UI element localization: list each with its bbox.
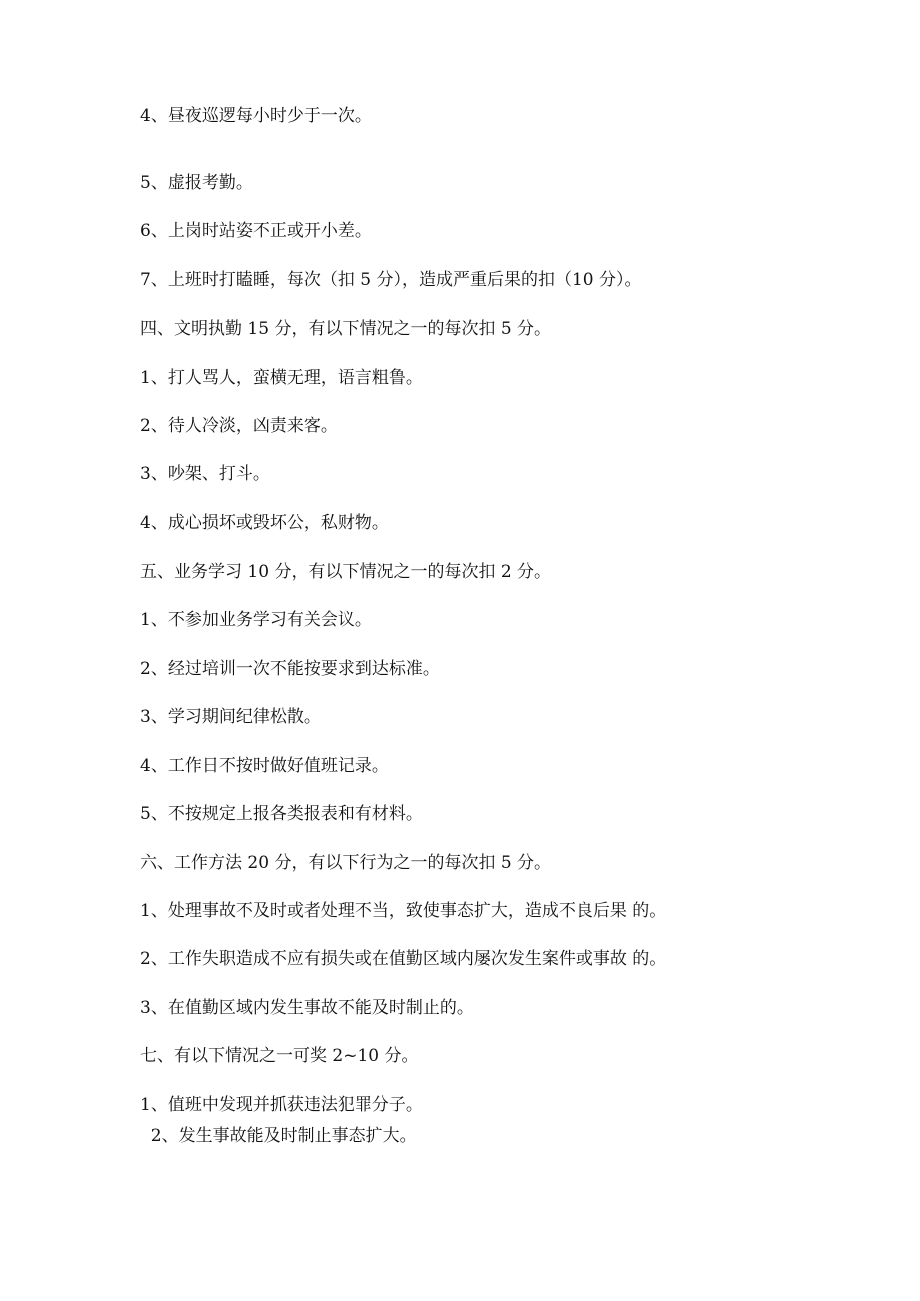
section-heading: 四、文明执勤 15 分，有以下情况之一的每次扣 5 分。 <box>140 319 552 339</box>
text-line: 2、发生事故能及时制止事态扩大。 <box>140 1126 417 1146</box>
text-line: 5、虚报考勤。 <box>140 173 253 193</box>
text-line: 3、学习期间纪律松散。 <box>140 707 321 727</box>
text-line: 2、待人冷淡，凶责来客。 <box>140 416 338 436</box>
text-line: 4、昼夜巡逻每小时少于一次。 <box>140 106 372 126</box>
text-line: 2、工作失职造成不应有损失或在值勤区域内屡次发生案件或事故 的。 <box>140 949 667 969</box>
text-line: 7、上班时打瞌睡，每次（扣 5 分），造成严重后果的扣（10 分）。 <box>140 270 642 290</box>
section-heading: 五、业务学习 10 分，有以下情况之一的每次扣 2 分。 <box>140 562 552 582</box>
text-line: 1、打人骂人，蛮横无理，语言粗鲁。 <box>140 368 423 388</box>
text-line: 3、吵架、打斗。 <box>140 464 270 484</box>
text-line: 5、不按规定上报各类报表和有材料。 <box>140 804 423 824</box>
text-line: 4、工作日不按时做好值班记录。 <box>140 756 389 776</box>
text-line: 4、成心损坏或毁坏公，私财物。 <box>140 513 389 533</box>
text-line: 3、在值勤区域内发生事故不能及时制止的。 <box>140 998 474 1018</box>
text-line: 6、上岗时站姿不正或开小差。 <box>140 221 372 241</box>
section-heading: 七、有以下情况之一可奖 2~10 分。 <box>140 1046 419 1066</box>
section-heading: 六、工作方法 20 分，有以下行为之一的每次扣 5 分。 <box>140 853 552 873</box>
text-line: 1、值班中发现并抓获违法犯罪分子。 <box>140 1095 423 1115</box>
text-line: 2、经过培训一次不能按要求到达标准。 <box>140 659 440 679</box>
text-line: 1、不参加业务学习有关会议。 <box>140 610 372 630</box>
text-line: 1、处理事故不及时或者处理不当，致使事态扩大，造成不良后果 的。 <box>140 901 667 921</box>
